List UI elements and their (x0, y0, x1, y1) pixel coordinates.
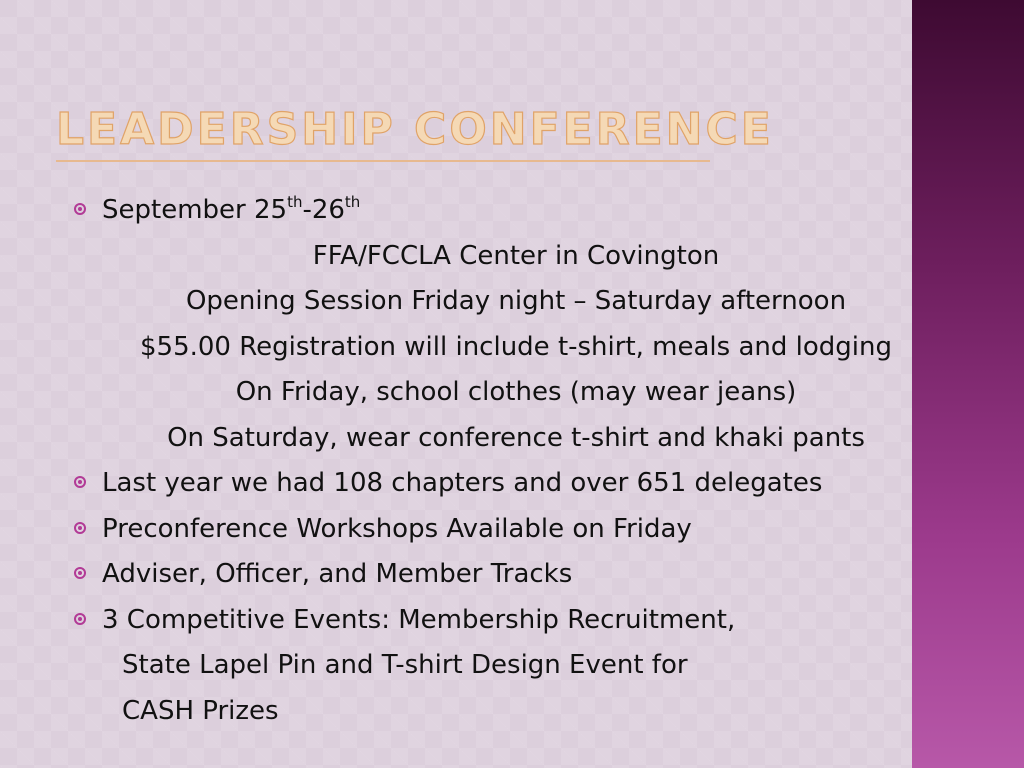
bullet-icon (74, 567, 86, 579)
bullet-text: Adviser, Officer, and Member Tracks (102, 559, 573, 589)
bullet-icon (74, 613, 86, 625)
date-end: -26 (302, 195, 345, 225)
bullet-date (72, 188, 972, 234)
bullet-text: Last year we had 108 chapters and over 651 delegates (102, 468, 823, 498)
detail-location: FFA/FCCLA Center in Covington (312, 240, 720, 271)
continuation-line-2: CASH Prizes (122, 695, 279, 726)
detail-saturday-dress: On Saturday, wear conference t-shirt and khaki pants (167, 422, 865, 453)
slide-content (72, 188, 972, 734)
date-start: September 25 (102, 195, 288, 225)
bullet-text: Preconference Workshops Available on Friday (102, 513, 692, 544)
detail-schedule: Opening Session Friday night – Saturday afternoon (185, 286, 847, 316)
detail-friday-dress: On Friday, school clothes (may wear jeans) (235, 377, 797, 407)
bullet-icon (74, 203, 86, 215)
date-suffix-1: th (287, 193, 303, 211)
continuation-line-1: State Lapel Pin and T-shirt Design Event for (122, 650, 688, 680)
bullet-workshops (72, 507, 972, 553)
bullet-last-year (72, 461, 972, 507)
bullet-icon (74, 476, 86, 488)
slide-title: LEADERSHIP CONFERENCE (56, 104, 774, 155)
bullet-competitive-events (72, 598, 972, 644)
detail-registration: $55.00 Registration will include t-shirt, meals and lodging (139, 331, 892, 362)
bullet-text: 3 Competitive Events: Membership Recruitment, (102, 604, 736, 635)
bullet-icon (74, 522, 86, 534)
title-underline (56, 160, 710, 162)
date-suffix-2: th (344, 193, 361, 211)
bullet-tracks (72, 552, 972, 598)
